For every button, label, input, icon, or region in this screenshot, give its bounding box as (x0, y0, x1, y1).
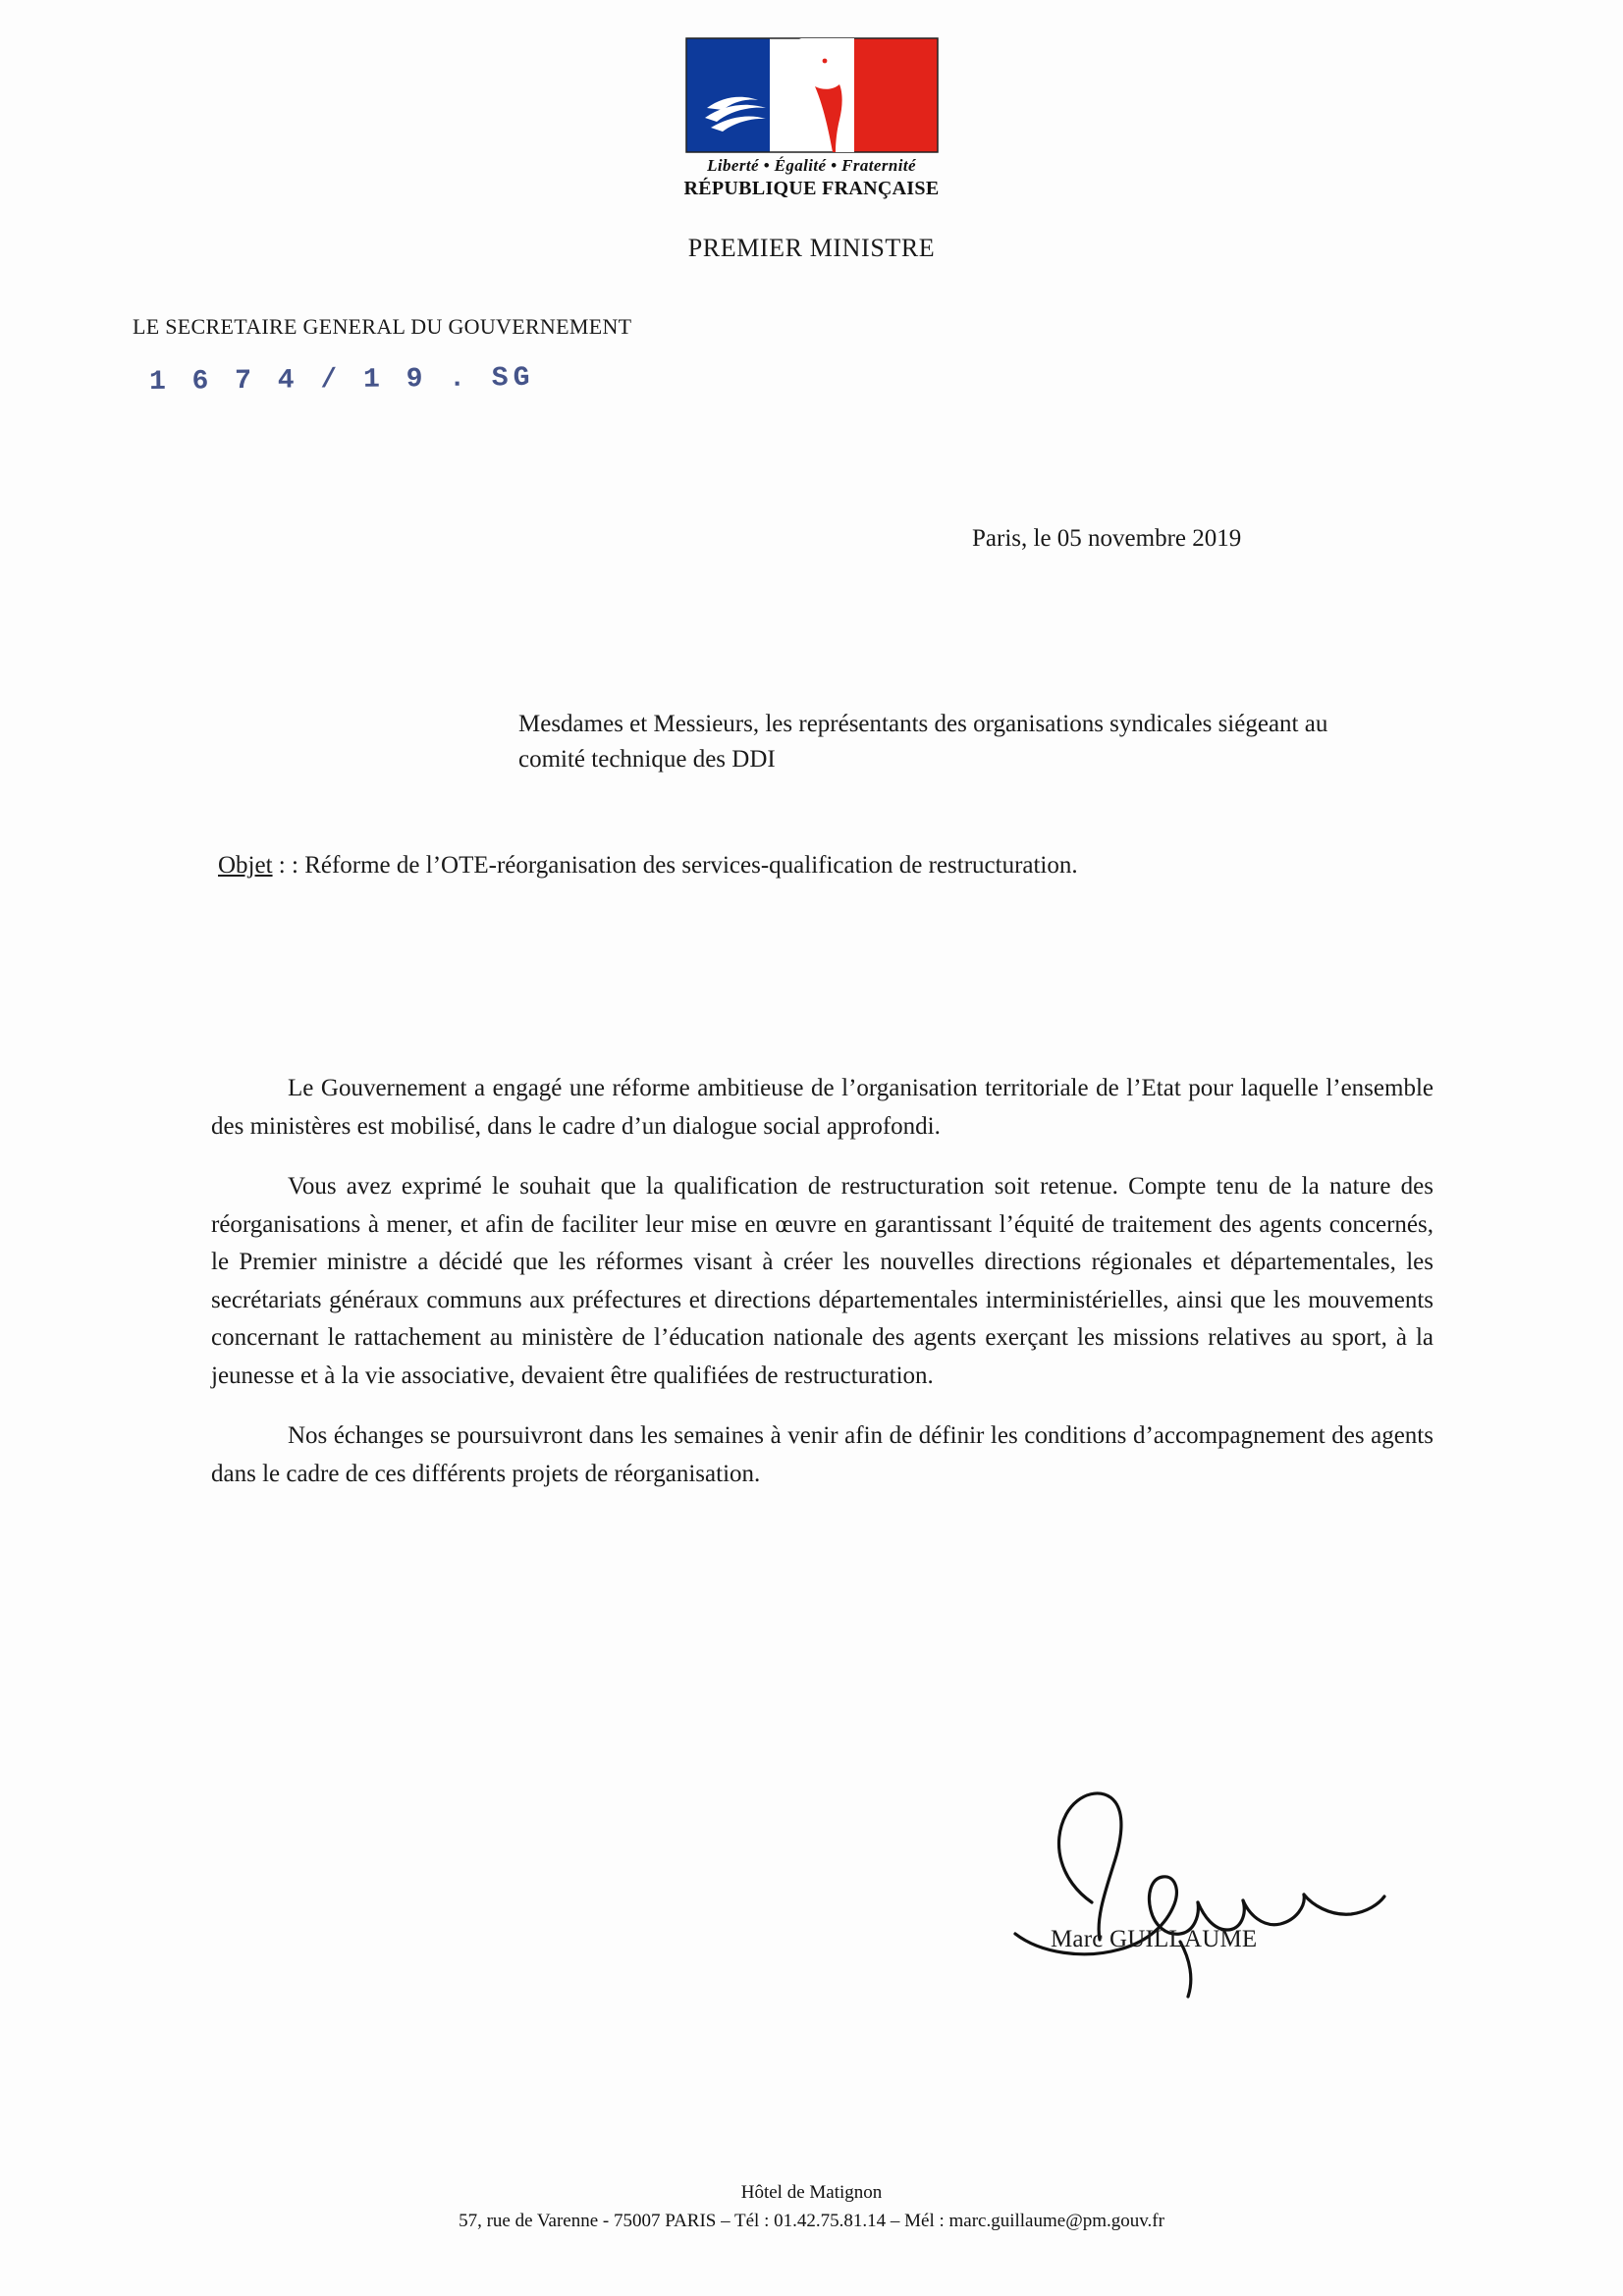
republic-name: RÉPUBLIQUE FRANÇAISE (683, 178, 940, 199)
subject-label: Objet (218, 852, 273, 879)
paragraph: Nos échanges se poursuivront dans les semaines à venir afin de définir les conditions d’accompagnement des agents dans le cadre de ces différents projets de réorganisation. (211, 1422, 1434, 1487)
paragraph: Vous avez exprimé le souhait que la qualification de restructuration soit retenue. Compte tenu de la nature des réorganisations à mener, et afin de faciliter leur mise en œuvre en garantissant l’équité de traitement des agents concernés, le Premier ministre a décidé que les réformes visant à créer les nouvelles directions régionales et départementales, les secrétariats généraux communs aux préfectures et directions départementales interministérielles, ainsi que les mouvements concernant le rattachement au ministère de l’éducation nationale des agents exerçant les missions relatives au sport, à la jeunesse et à la vie associative, devaient être qualifiées de restructuration. (211, 1173, 1434, 1389)
signatory-name: Marc GUILLAUME (1051, 1926, 1258, 1952)
recipient-block: Mesdames et Messieurs, les représentants des organisations syndicales siégeant au comité technique des DDI (518, 711, 1328, 773)
institution-title: PREMIER MINISTRE (687, 234, 936, 262)
paragraph: Le Gouvernement a engagé une réforme ambitieuse de l’organisation territoriale de l’Etat pour laquelle l’ensemble des ministères est mobilisé, dans le cadre d’un dialogue social approfondi. (211, 1075, 1434, 1140)
footer-line-2: 57, rue de Varenne - 75007 PARIS – Tél : 01.42.75.81.14 – Mél : marc.guillaume@pm.gouv.fr (459, 2211, 1164, 2231)
subject-text: : : Réforme de l’OTE-réorganisation des services-qualification de restructuration. (272, 852, 1078, 879)
reference-number-stamp: 1 6 7 4 / 1 9 . SG (148, 362, 535, 399)
footer-line-1: Hôtel de Matignon (740, 2182, 883, 2203)
handwritten-signature (1001, 1757, 1414, 2002)
signature-area (1001, 1757, 1414, 2002)
date-line: Paris, le 05 novembre 2019 (972, 525, 1242, 552)
page-footer (0, 2178, 1623, 2235)
subject-line (218, 852, 1445, 880)
letterhead (0, 37, 1623, 200)
french-flag-marianne-logo (685, 37, 939, 153)
sender-title: LE SECRETAIRE GENERAL DU GOUVERNEMENT (133, 314, 632, 339)
letter-body (211, 1070, 1434, 1493)
national-motto: Liberté • Égalité • Fraternité (707, 156, 916, 175)
